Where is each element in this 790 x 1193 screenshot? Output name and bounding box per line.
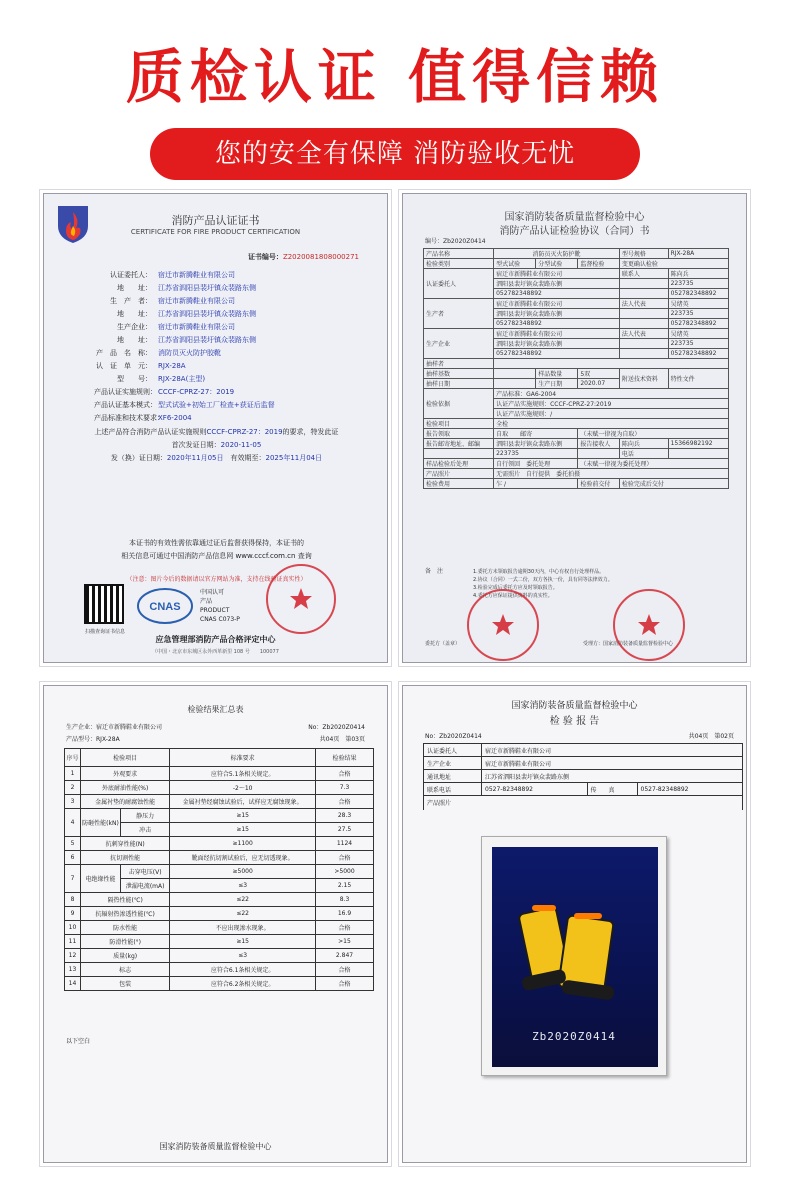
- table-row: [65, 781, 374, 795]
- cert-row: [94, 335, 256, 345]
- cell: 4: [65, 809, 81, 837]
- cell: 合格: [316, 963, 374, 977]
- cell: 吴绪英: [668, 299, 728, 309]
- cell: 击穿电压(V): [121, 865, 170, 879]
- cell: 7.3: [316, 781, 374, 795]
- label: No：: [308, 724, 323, 731]
- cert-row-value: 江苏省泗阳县裴圩镇众裴路东侧: [158, 336, 256, 344]
- cell: ≤3: [170, 949, 316, 963]
- cert-row-key: 地 址：: [117, 310, 152, 318]
- table-header: 标准要求: [170, 749, 316, 767]
- first-issue: [64, 440, 369, 451]
- cert-row-value: CCCF-CPRZ-27：2019: [158, 388, 235, 396]
- cell: 联系人: [619, 269, 668, 279]
- table-row: [65, 795, 374, 809]
- cert-number-value: Z2020081808000271: [282, 253, 359, 261]
- cell: 金属衬垫的耐腐蚀性能: [81, 795, 170, 809]
- cell: 生产者: [424, 299, 494, 329]
- seal-star-icon: [469, 591, 537, 659]
- cell: 全检: [494, 419, 729, 429]
- cell: 外观要求: [81, 767, 170, 781]
- cell: 10: [65, 921, 81, 935]
- table-row: [65, 921, 374, 935]
- cell: 静压力: [121, 809, 170, 823]
- cell: 9: [65, 907, 81, 921]
- issue-value: 2020年11月05日: [166, 454, 224, 462]
- cell: 法人代表: [619, 329, 668, 339]
- cell: 2.847: [316, 949, 374, 963]
- cell: 防砸性能(kN): [81, 809, 121, 837]
- agreement-table: [423, 248, 729, 489]
- cell: 27.5: [316, 823, 374, 837]
- cell: >5000: [316, 865, 374, 879]
- cell: ≥15: [170, 823, 316, 837]
- cell: 应符合6.1条相关规定。: [170, 963, 316, 977]
- table-row: [65, 767, 374, 781]
- official-seal: [467, 589, 539, 661]
- summary-page: 共04页 第03页: [319, 736, 365, 743]
- seal-star-icon: [268, 566, 334, 632]
- table-row: [65, 935, 374, 949]
- table-row: [424, 796, 743, 810]
- cell: 泗阳县裴圩镇众裴路东侧: [494, 309, 620, 319]
- cell: 2.15: [316, 879, 374, 893]
- cell: 合格: [316, 977, 374, 991]
- cell: 法人代表: [619, 299, 668, 309]
- cert-row-value: XF6-2004: [158, 414, 192, 422]
- value: Zb2020Z0414: [439, 733, 482, 740]
- cell: 05278234889​2: [494, 319, 620, 329]
- cell: 5: [65, 837, 81, 851]
- cell: 223735: [668, 279, 728, 289]
- cell: 不应出现渗水现象。: [170, 921, 316, 935]
- cnas-logo-icon: [136, 586, 194, 626]
- cert-row-value: 消防员灭火防护胶靴: [158, 349, 221, 357]
- official-seal: [613, 589, 685, 661]
- cnas-text: [200, 588, 240, 624]
- agreement-title-1: 国家消防装备质量监督检验中心: [504, 212, 645, 223]
- cell: 应符合6.2条相关规定。: [170, 977, 316, 991]
- cell: 2020.07: [578, 379, 620, 389]
- table-row: [65, 893, 374, 907]
- table-row: [65, 851, 374, 865]
- cell: 自行领回 委托处理: [494, 459, 578, 469]
- remark-line: 4.委托方应保证提供资料的真实性。: [473, 593, 553, 599]
- cell: 12: [65, 949, 81, 963]
- label: No：: [425, 733, 440, 740]
- cell: 产品名称: [424, 249, 494, 259]
- boot-reflective: [574, 913, 602, 919]
- cert-address: （中国・北京市东城区永外西革新里 108 号 100077: [152, 649, 279, 655]
- cell: 泗阳县裴圩镇众裴路东侧: [494, 439, 578, 449]
- cell: 抗切割性能: [81, 851, 170, 865]
- cell: 合格: [316, 851, 374, 865]
- cell: 报告领取: [424, 429, 494, 439]
- cell: 江苏省泗阳县裴圩镇众裴路东侧: [482, 770, 743, 783]
- cell: 认证委托人: [424, 744, 482, 757]
- cell: ≥15: [170, 935, 316, 949]
- cell: 1124: [316, 837, 374, 851]
- cell: 消防员灭火防护靴: [494, 249, 620, 259]
- cell: 通讯地址: [424, 770, 482, 783]
- agreement-document: [402, 193, 747, 663]
- table-row: [65, 963, 374, 977]
- cell: 14: [65, 977, 81, 991]
- cell: 自取 邮寄: [494, 429, 578, 439]
- cell: 05278234889​2: [668, 289, 728, 299]
- cell: 型号规格: [619, 249, 668, 259]
- summary-title: 检验结果汇总表: [187, 705, 244, 714]
- cell: 检验前交付: [578, 479, 620, 489]
- cell: 变更确认检验: [619, 259, 728, 269]
- receiver-sign: 受理方：国家消防装备质量监督检验中心: [583, 641, 674, 647]
- photo-caption: Zb2020Z0414: [532, 1030, 616, 1043]
- cell: 宿迁市新腾鞋业有限公司: [494, 269, 620, 279]
- cert-row: [94, 387, 234, 397]
- cell: 陈向兵: [668, 269, 728, 279]
- cert-row-value: 型式试验+初始工厂检查+获证后监督: [158, 401, 275, 409]
- remark-label: 备 注: [425, 568, 444, 575]
- agreement-no-label: 编号：: [425, 238, 444, 245]
- cert-row-key: 生 产 者：: [110, 297, 152, 305]
- cell: 0527-82348892: [637, 783, 743, 796]
- cert-row: [94, 309, 256, 319]
- cell: 电绝缘性能: [81, 865, 121, 893]
- table-row: [424, 757, 743, 770]
- cert-row: [94, 400, 275, 410]
- table-row: [65, 949, 374, 963]
- summary-table: [64, 748, 374, 991]
- cell: ≤3: [170, 879, 316, 893]
- cell: 检验依据: [424, 389, 494, 419]
- cell: 8: [65, 893, 81, 907]
- cell: -2～10: [170, 781, 316, 795]
- cell: 外底耐油性能(%): [81, 781, 170, 795]
- report-page: 共04页 第02页: [688, 733, 734, 740]
- remark-line: 3.检验完成后委托方应及时领取报告。: [473, 585, 558, 591]
- cell: >15: [316, 935, 374, 949]
- cert-row: [94, 348, 221, 358]
- cell: 型式试验: [494, 259, 536, 269]
- cert-row: [94, 361, 186, 371]
- cell: 223735: [668, 309, 728, 319]
- cell: 冲击: [121, 823, 170, 837]
- cell: 5双: [578, 369, 620, 379]
- cell: 泗阳县裴圩镇众裴路东侧: [494, 279, 620, 289]
- summary-no: [308, 722, 365, 731]
- cell: 质量(kg): [81, 949, 170, 963]
- headline: 质检认证 值得信赖: [125, 43, 665, 111]
- cert-row-key: 产品认证实施规则：: [94, 388, 157, 396]
- cert-row-key: 地 址：: [117, 284, 152, 292]
- cert-row-value: 宿迁市新腾鞋业有限公司: [158, 323, 235, 331]
- summary-document: [43, 685, 388, 1163]
- cell: 05278234889​2: [494, 289, 620, 299]
- cell: 泗阳县裴圩镇众裴路东侧: [494, 339, 620, 349]
- report-title-2: 检 验 报 告: [549, 716, 600, 727]
- cell: 抗刺穿性能(N): [81, 837, 170, 851]
- boot-sole: [521, 969, 567, 992]
- cert-footer: 应急管理部消防产品合格评定中心: [155, 635, 276, 644]
- cell: 生产企业: [424, 329, 494, 359]
- cnas-line: CNAS C073-P: [200, 616, 240, 623]
- cert-row-key: 型 号：: [117, 375, 152, 383]
- qr-caption: 扫描查询证书信息: [84, 629, 125, 635]
- cell: 附送技术资料: [619, 369, 668, 389]
- cert-row-key: 认 证 单 元：: [96, 362, 152, 370]
- qr-code[interactable]: [84, 584, 124, 624]
- cell: 28.3: [316, 809, 374, 823]
- cell: 防滑性能(°): [81, 935, 170, 949]
- table-header: 检验结果: [316, 749, 374, 767]
- cnas-logo-text: CNAS: [149, 601, 181, 613]
- cell: ≤22: [170, 893, 316, 907]
- table-row: [424, 770, 743, 783]
- cell: 吴绪英: [668, 329, 728, 339]
- cnas-line: 中国认可: [200, 589, 225, 596]
- cell: 陈向兵: [619, 439, 668, 449]
- cell: 抽样者: [424, 359, 494, 369]
- table-row: [424, 783, 743, 796]
- cell: 金属衬垫经腐蚀试验后，试样应无腐蚀现象。: [170, 795, 316, 809]
- cell: 无需照片 自行提供 委托拍摄: [494, 469, 729, 479]
- cell: 8.3: [316, 893, 374, 907]
- cell: 检验费用: [424, 479, 494, 489]
- warning-note: （注意：图片今后的数据请以官方网站为准，支持在线验证真实性）: [126, 576, 307, 583]
- cell: 样品数量: [536, 369, 578, 379]
- issue-valid: [64, 453, 369, 464]
- conform-statement: [64, 427, 369, 438]
- cell: 7: [65, 865, 81, 893]
- cell: 223735: [668, 339, 728, 349]
- valid-value: 2025年11月04日: [265, 454, 323, 462]
- cell: 15366982192: [668, 439, 728, 449]
- table-row: [65, 977, 374, 991]
- cell: 生产企业: [424, 757, 482, 770]
- cell: 联系电话: [424, 783, 482, 796]
- cert-row-value: RJX-28A(主型): [158, 375, 206, 383]
- table-row: [424, 744, 743, 757]
- cell: 防水性能: [81, 921, 170, 935]
- cell: 05278234889​2: [494, 349, 620, 359]
- official-seal: [266, 564, 336, 634]
- cell: 认证产品实施规则：/: [494, 409, 729, 419]
- cell: 样品检验后处理: [424, 459, 494, 469]
- first-issue-label: 首次发证日期：: [171, 441, 221, 449]
- cert-row-key: 地 址：: [117, 336, 152, 344]
- cell: 宿迁市新腾鞋业有限公司: [494, 329, 620, 339]
- cell: 05278234889​2: [668, 319, 728, 329]
- issue-label: 发（换）证日期：: [110, 454, 167, 462]
- cell: 认证产品实施规则：CCCF-CPRZ-27:2019: [494, 399, 729, 409]
- notice-line-2: 相关信息可通过中国消防产品信息网 www.cccf.com.cn 查询: [121, 552, 312, 560]
- cell: 传 真: [587, 783, 637, 796]
- summary-company: [66, 722, 162, 731]
- summary-model: [66, 734, 120, 743]
- cell: 应符合5.1条相关规定。: [170, 767, 316, 781]
- cert-row-value: 宿迁市新腾鞋业有限公司: [158, 271, 235, 279]
- cert-row-key: 产 品 名 称：: [96, 349, 152, 357]
- cnas-line: 产品: [200, 598, 213, 605]
- table-header: 序号: [65, 749, 81, 767]
- cell: （未赋一律视为委托处理）: [578, 459, 729, 469]
- product-photo: [481, 836, 667, 1076]
- remark-line: 1.委托方未领取报告逾期30天内，中心有权自行处理样品。: [473, 569, 605, 575]
- cell: 生产日期: [536, 379, 578, 389]
- cell: 05278234889​2: [668, 349, 728, 359]
- cert-row-key: 产品认证基本模式：: [94, 401, 157, 409]
- cell: 产品照片: [424, 796, 743, 810]
- cell: 合格: [316, 795, 374, 809]
- cert-number: [248, 252, 359, 262]
- cell: 认证委托人: [424, 269, 494, 299]
- cell: 报告邮寄地址、邮编: [424, 439, 494, 449]
- cell: 宿迁市新腾鞋业有限公司: [482, 744, 743, 757]
- certificate-document: [43, 193, 388, 663]
- cell: 电话: [619, 449, 668, 459]
- cert-row: [94, 296, 235, 306]
- cell: 1: [65, 767, 81, 781]
- cert-row-key: 生产企业：: [117, 323, 152, 331]
- cert-number-label: 证书编号：: [247, 253, 283, 261]
- cell: 抽样日期: [424, 379, 494, 389]
- cell: 包装: [81, 977, 170, 991]
- cert-row-key: 产品标准和技术要求：: [94, 414, 164, 422]
- conform-text: 上述产品符合消防产品认证实施规则: [94, 428, 207, 436]
- cell: 泄漏电流(mA): [121, 879, 170, 893]
- table-header: 检验项目: [81, 749, 170, 767]
- cell: ≥15: [170, 809, 316, 823]
- cell: 隔热性能(℃): [81, 893, 170, 907]
- cell: 16.9: [316, 907, 374, 921]
- report-table: [423, 743, 743, 810]
- value: Zb2020Z0414: [322, 724, 365, 731]
- conform-rule: CCCF-CPRZ-27：2019: [206, 428, 283, 436]
- cert-row: [94, 413, 192, 423]
- first-issue-value: 2020-11-05: [220, 441, 262, 449]
- cell: （未赋一律视为自取）: [578, 429, 729, 439]
- cell: 检验类别: [424, 259, 494, 269]
- signer: 委托方（盖章）: [425, 641, 461, 647]
- cell: ≥1100: [170, 837, 316, 851]
- cell: 报告接收人: [578, 439, 620, 449]
- cell: RJX-28A: [668, 249, 728, 259]
- value: RJX-28A: [96, 736, 120, 743]
- cell: 检验项目: [424, 419, 494, 429]
- remark-line: 2.协议（合同）一式二份，双方各执一份，具有同等法律效力。: [473, 577, 613, 583]
- cell: 靴面经抗切割试验后，应无切透现象。: [170, 851, 316, 865]
- label: 产品型号：: [66, 736, 97, 743]
- cell: 2: [65, 781, 81, 795]
- cell: 分型试验: [536, 259, 578, 269]
- valid-label: 有效期至：: [230, 454, 266, 462]
- cell: ≥5000: [170, 865, 316, 879]
- agreement-no: [425, 238, 486, 246]
- cert-title: 消防产品认证证书: [171, 214, 260, 227]
- cell: 合格: [316, 921, 374, 935]
- report-no: [425, 731, 482, 740]
- conform-tail: 的要求，特发此证: [282, 428, 339, 436]
- cell: 抽样基数: [424, 369, 494, 379]
- cell: 产品标准：GA6-2004: [494, 389, 729, 399]
- cert-row: [94, 270, 235, 280]
- blank-note: 以下空白: [66, 1038, 91, 1045]
- table-row: [65, 809, 374, 823]
- agreement-title-2: 消防产品认证检验协议（合同）书: [499, 226, 650, 237]
- cell: 宿迁市新腾鞋业有限公司: [494, 299, 620, 309]
- cert-row-value: 江苏省泗阳县裴圩镇众裴路东侧: [158, 310, 256, 318]
- summary-footer: 国家消防装备质量监督检验中心: [159, 1142, 272, 1151]
- cert-row-value: 江苏省泗阳县裴圩镇众裴路东侧: [158, 284, 256, 292]
- cert-row-value: RJX-28A: [158, 362, 186, 370]
- agreement-no-value: Zb2020Z0414: [443, 238, 486, 245]
- cert-row-value: 宿迁市新腾鞋业有限公司: [158, 297, 235, 305]
- cell: 合格: [316, 767, 374, 781]
- label: 生产企业：: [66, 724, 97, 731]
- cell: 标志: [81, 963, 170, 977]
- cell: 11: [65, 935, 81, 949]
- report-title-1: 国家消防装备质量监督检验中心: [511, 701, 638, 711]
- cnas-line: PRODUCT: [200, 607, 230, 614]
- cell: 特性文件: [668, 369, 728, 389]
- subline-banner: 您的安全有保障 消防验收无忧: [150, 128, 640, 180]
- cell: 乍 /: [494, 479, 578, 489]
- cert-row-key: 认证委托人：: [110, 271, 152, 279]
- cert-title-en: CERTIFICATE FOR FIRE PRODUCT CERTIFICATION: [130, 228, 301, 236]
- table-row: [65, 837, 374, 851]
- table-row: [65, 865, 374, 879]
- cert-row: [94, 374, 205, 384]
- cell: 13: [65, 963, 81, 977]
- cell: 检验完成后交付: [619, 479, 728, 489]
- cell: 产品照片: [424, 469, 494, 479]
- table-row: [65, 907, 374, 921]
- boot-sole: [561, 979, 614, 1000]
- boot-reflective: [532, 905, 556, 911]
- cert-row: [94, 283, 256, 293]
- cell: 223735: [494, 449, 578, 459]
- value: 宿迁市新腾鞋业有限公司: [96, 724, 163, 731]
- cell: 6: [65, 851, 81, 865]
- cell: ≤22: [170, 907, 316, 921]
- cell: 3: [65, 795, 81, 809]
- cert-row: [94, 322, 235, 332]
- cell: 监督检验: [578, 259, 620, 269]
- report-document: [402, 685, 747, 1163]
- seal-star-icon: [615, 591, 683, 659]
- notice-line-1: 本证书的有效性需依靠通过证后监督获得保持，本证书的: [129, 539, 304, 547]
- cell: 0527-82348892: [482, 783, 588, 796]
- cell: 抗辐射热渗透性能(℃): [81, 907, 170, 921]
- cell: 宿迁市新腾鞋业有限公司: [482, 757, 743, 770]
